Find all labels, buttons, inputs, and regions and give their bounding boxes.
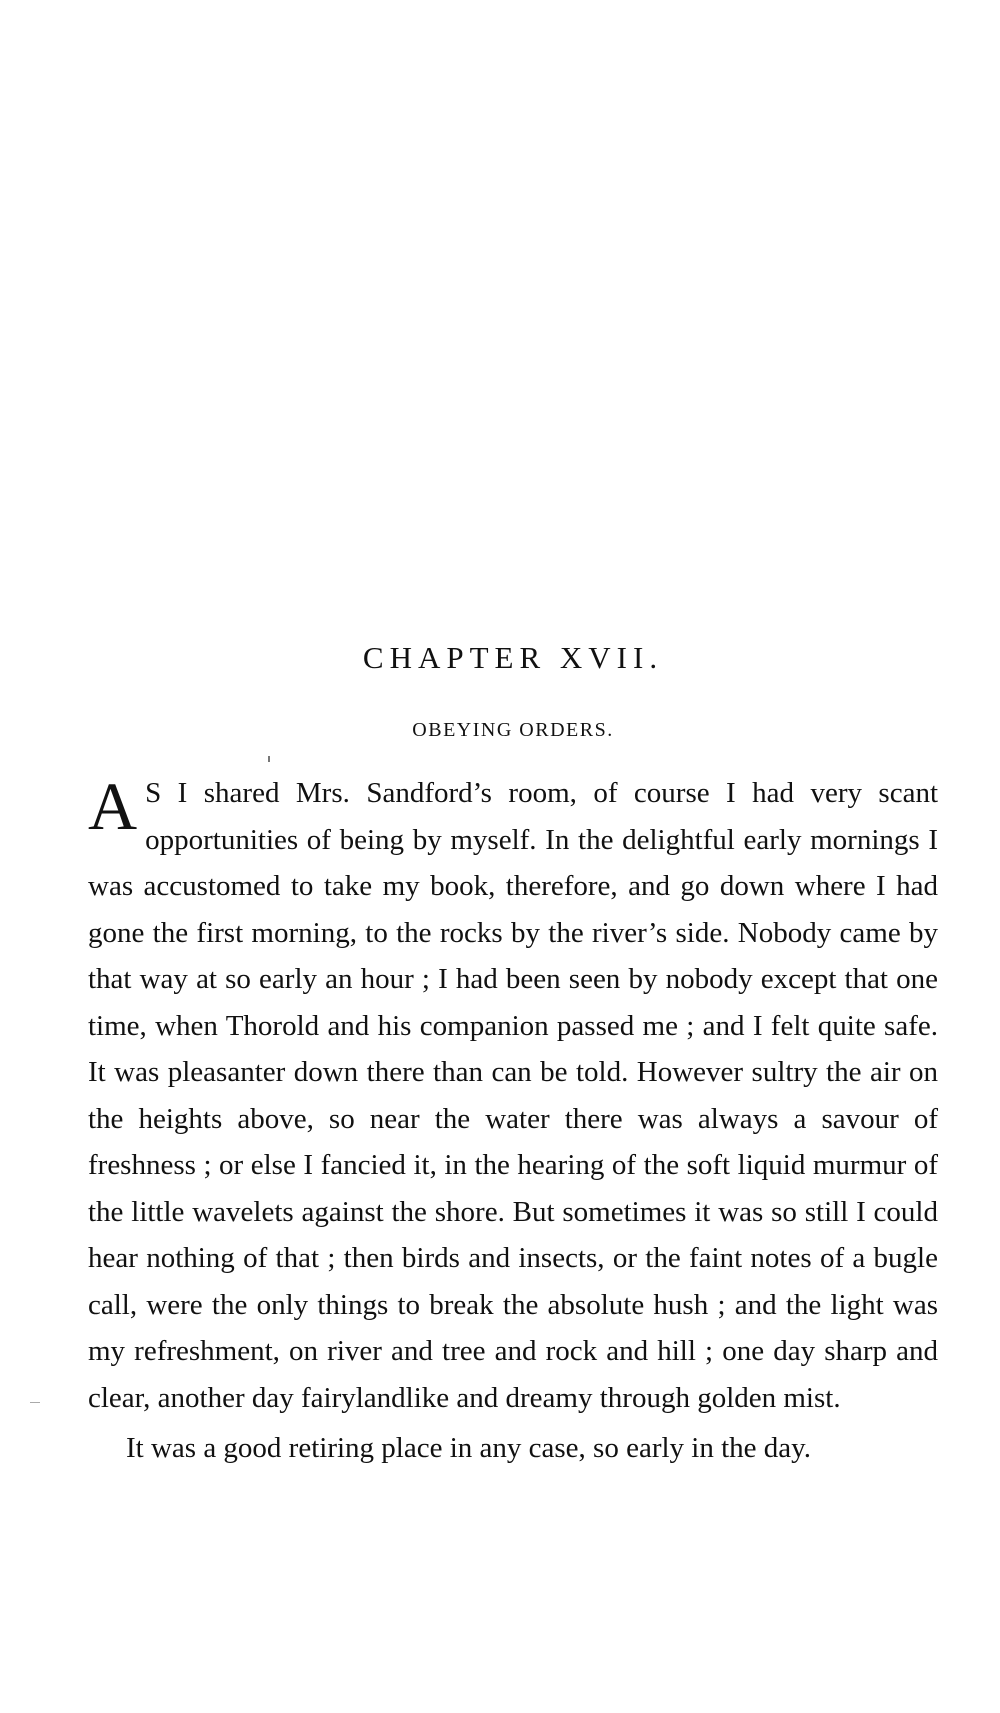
chapter-body <box>88 770 938 1472</box>
chapter-title: CHAPTER XVII. <box>362 640 664 675</box>
margin-mark <box>30 1402 40 1403</box>
paragraph-text: It was a good retiring place in any case, so early in the day. <box>126 1432 812 1464</box>
chapter-subtitle: OBEYING ORDERS. <box>412 719 614 741</box>
paragraph <box>88 1425 938 1472</box>
ink-mark <box>268 756 270 762</box>
drop-cap: A <box>88 768 138 844</box>
paragraph-text: S I shared Mrs. Sandford’s room, of course I had very scant opportunities of being by myself. In the delightful early mornings I was accustomed to take my book, therefore, and go down where I had gone the first morning, to the rocks by the river’s side. Nobody came by that way at so early an hour ; I had been seen by nobody except that one time, when Thorold and his companion passed me ; and I felt quite safe. It was pleasanter down there than can be told. However sultry the air on the heights above, so near the water there was always a savour of freshness ; or else I fancied it, in the hearing of the soft liquid murmur of the little wavelets against the shore. But sometimes it was so still I could hear nothing of that ; then birds and insects, or the faint notes of a bugle call, were the only things to break the absolute hush ; and the light was my refreshment, on river and tree and rock and hill ; one day sharp and clear, another day fairylandlike and dreamy through golden mist. <box>88 777 938 1414</box>
paragraph <box>88 770 938 1421</box>
